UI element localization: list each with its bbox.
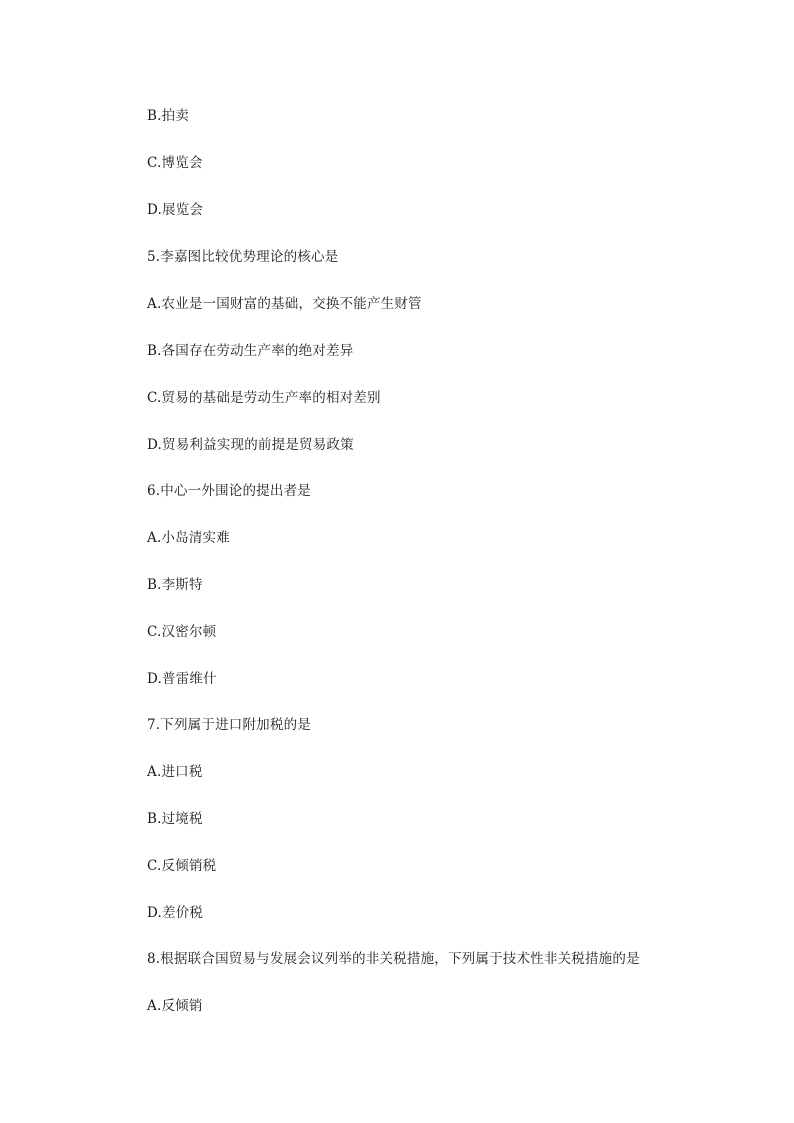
question-5-option-d: D.贸易利益实现的前提是贸易政策 xyxy=(147,437,354,453)
question-5-option-c: C.贸易的基础是劳动生产率的相对差别 xyxy=(147,390,381,406)
question-7-option-b: B.过境税 xyxy=(147,811,203,827)
question-5-option-a: A.农业是一国财富的基础，交换不能产生财管 xyxy=(147,296,422,312)
question-6: 6.中心一外围论的提出者是 xyxy=(147,483,311,499)
question-8-option-a: A.反倾销 xyxy=(147,998,203,1014)
question-8: 8.根据联合国贸易与发展会议列举的非关税措施，下列属于技术性非关税措施的是 xyxy=(147,951,640,967)
question-5-option-b: B.各国存在劳动生产率的绝对差异 xyxy=(147,343,354,359)
question-7-option-a: A.进口税 xyxy=(147,764,203,780)
question-6-option-d: D.普雷维什 xyxy=(147,671,217,687)
question-7-option-c: C.反倾销税 xyxy=(147,858,217,874)
question-6-option-a: A.小岛清实难 xyxy=(147,530,230,546)
question-5: 5.李嘉图比较优势理论的核心是 xyxy=(147,249,339,265)
question-7-option-d: D.差价税 xyxy=(147,905,204,921)
question-6-option-b: B.李斯特 xyxy=(147,577,203,593)
option-b-auction: B.拍卖 xyxy=(147,108,190,124)
question-7: 7.下列属于进口附加税的是 xyxy=(147,717,311,733)
question-6-option-c: C.汉密尔顿 xyxy=(147,624,217,640)
option-d-exhibition: D.展览会 xyxy=(147,202,204,218)
option-c-expo: C.博览会 xyxy=(147,155,203,171)
